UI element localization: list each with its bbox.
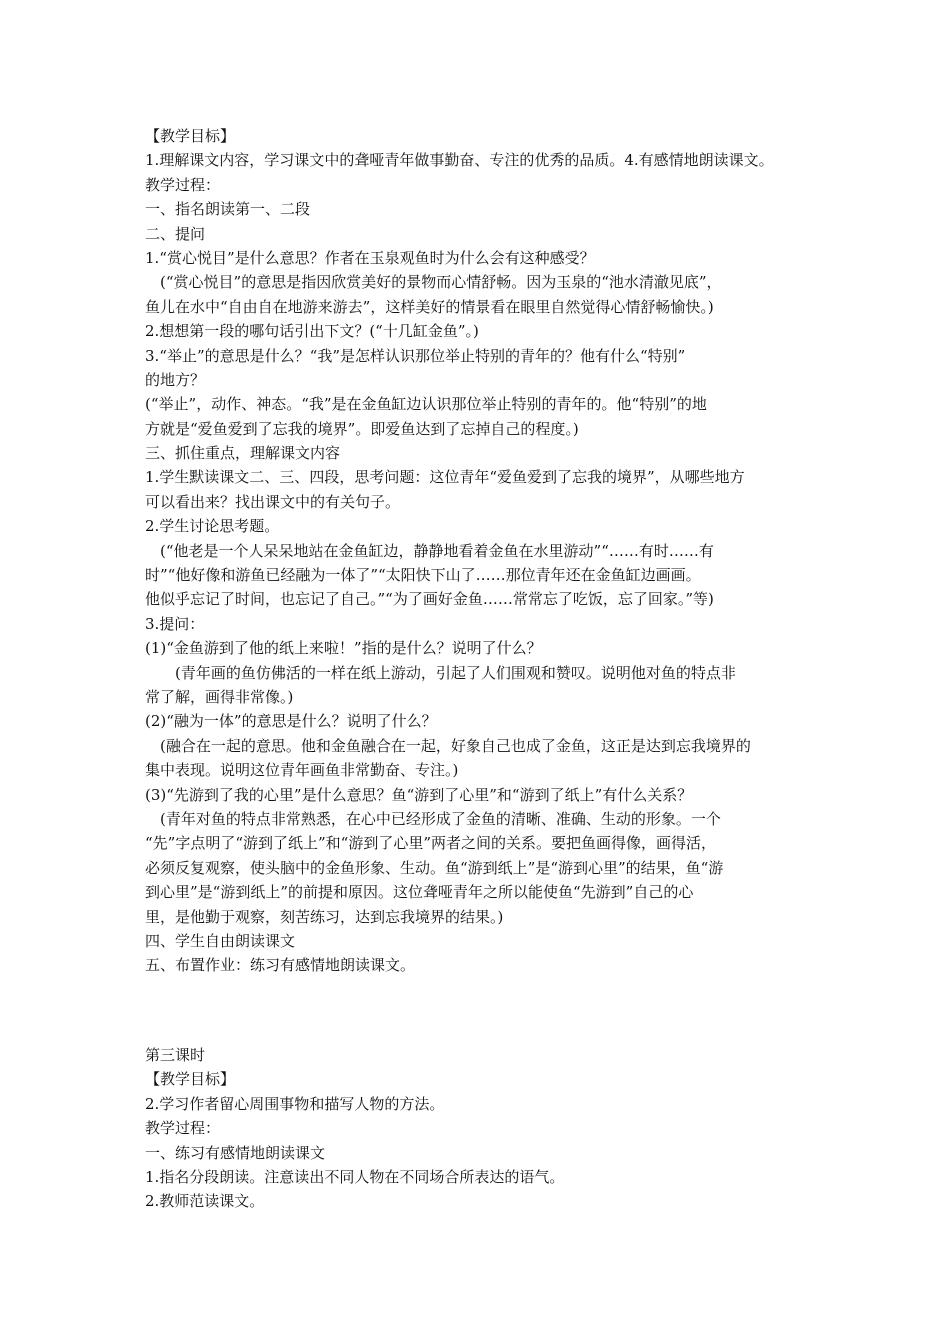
text-line: 2.学生讨论思考题。 [145,517,280,536]
text-line: 教学过程： [145,1119,221,1138]
text-line: 方就是“爱鱼爱到了忘我的境界”。即爱鱼达到了忘掉自己的程度。) [145,419,579,438]
text-line: (1)“金鱼游到了他的纸上来啦！”指的是什么？说明了什么？ [145,639,542,658]
text-line: 第三课时 [145,1046,206,1065]
text-line: 1.指名分段朗读。注意读出不同人物在不同场合所表达的语气。 [145,1168,565,1187]
document-page [145,124,825,1214]
text-line: (2)“融为一体”的意思是什么？说明了什么？ [145,712,437,731]
text-line: (“他老是一个人呆呆地站在金鱼缸边，静静地看着金鱼在水里游动”“……有时……有 [145,541,714,560]
text-line: 时”“他好像和游鱼已经融为一体了”“太阳快下山了……那位青年还在金鱼缸边画画。 [145,566,701,585]
text-line: (青年画的鱼仿佛活的一样在纸上游动，引起了人们围观和赞叹。说明他对鱼的特点非 [145,663,736,682]
text-line: (“举止”，动作、神态。“我”是在金鱼缸边认识那位举止特别的青年的。他“特别”的地 [145,395,707,414]
text-line: 三、抓住重点，理解课文内容 [145,444,341,463]
text-line: 他似乎忘记了时间，也忘记了自己。”“为了画好金鱼……常常忘了吃饭，忘了回家。”等) [145,590,714,609]
text-line: 教学过程： [145,175,221,194]
text-line: 3.提问： [145,614,205,633]
section-gap [145,978,825,1019]
text-line: 1.学生默读课文二、三、四段，思考问题：这位青年“爱鱼爱到了忘我的境界”，从哪些地方 [145,468,745,487]
text-line: 到心里”是“游到纸上”的前提和原因。这位聋哑青年之所以能使鱼“先游到”自己的心 [145,883,694,902]
text-line: (青年对鱼的特点非常熟悉，在心中已经形成了金鱼的清晰、准确、生动的形象。一个 [145,809,721,828]
lesson-section-second-period [145,124,825,978]
text-line: 【教学目标】 [145,127,236,145]
text-line: 集中表现。说明这位青年画鱼非常勤奋、专注。) [145,761,459,780]
text-line: 【教学目标】 [145,1070,236,1089]
text-line: (“赏心悦目”的意思是指因欣赏美好的景物而心情舒畅。因为玉泉的“池水清澈见底”， [145,273,722,292]
text-line: 二、提问 [145,224,206,243]
text-line: 1.理解课文内容，学习课文中的聋哑青年做事勤奋、专注的优秀的品质。4.有感情地朗读课文。 [145,151,774,170]
text-line: 常了解，画得非常像。) [145,687,294,706]
text-line: 2.学习作者留心周围事物和描写人物的方法。 [145,1094,445,1113]
text-line: 里，是他勤于观察，刻苦练习，达到忘我境界的结果。) [145,907,504,926]
text-line: 一、练习有感情地朗读课文 [145,1143,326,1162]
text-line: (融合在一起的意思。他和金鱼融合在一起，好象自己也成了金鱼，这正是达到忘我境界的 [145,736,751,755]
text-line: 的地方？ [145,370,206,389]
text-line: 鱼儿在水中“自由自在地游来游去”，这样美好的情景看在眼里自然觉得心情舒畅愉快。) [145,297,714,316]
text-line: 一、指名朗读第一、二段 [145,200,311,219]
text-line: 2.教师范读课文。 [145,1192,265,1211]
text-line: 2.想想第一段的哪句话引出下文？(“十几缸金鱼”。) [145,322,479,341]
text-line: 可以看出来？找出课文中的有关句子。 [145,492,401,511]
text-line: (3)“先游到了我的心里”是什么意思？鱼“游到了心里”和“游到了纸上”有什么关系？ [145,785,693,804]
text-line: 1.“赏心悦目”是什么意思？作者在玉泉观鱼时为什么会有这种感受？ [145,248,595,267]
text-line: 五、布置作业：练习有感情地朗读课文。 [145,956,416,975]
text-line: 四、学生自由朗读课文 [145,931,296,950]
text-line: “先”字点明了“游到了纸上”和“游到了心里”两者之间的关系。要把鱼画得像，画得活， [145,834,717,853]
text-line: 3.“举止”的意思是什么？“我”是怎样认识那位举止特别的青年的？他有什么“特别” [145,346,686,365]
text-line: 必须反复观察，使头脑中的金鱼形象、生动。鱼“游到纸上”是“游到心里”的结果，鱼“游 [145,858,724,877]
lesson-section-third-period [145,1043,825,1214]
blank-line [145,1019,825,1043]
